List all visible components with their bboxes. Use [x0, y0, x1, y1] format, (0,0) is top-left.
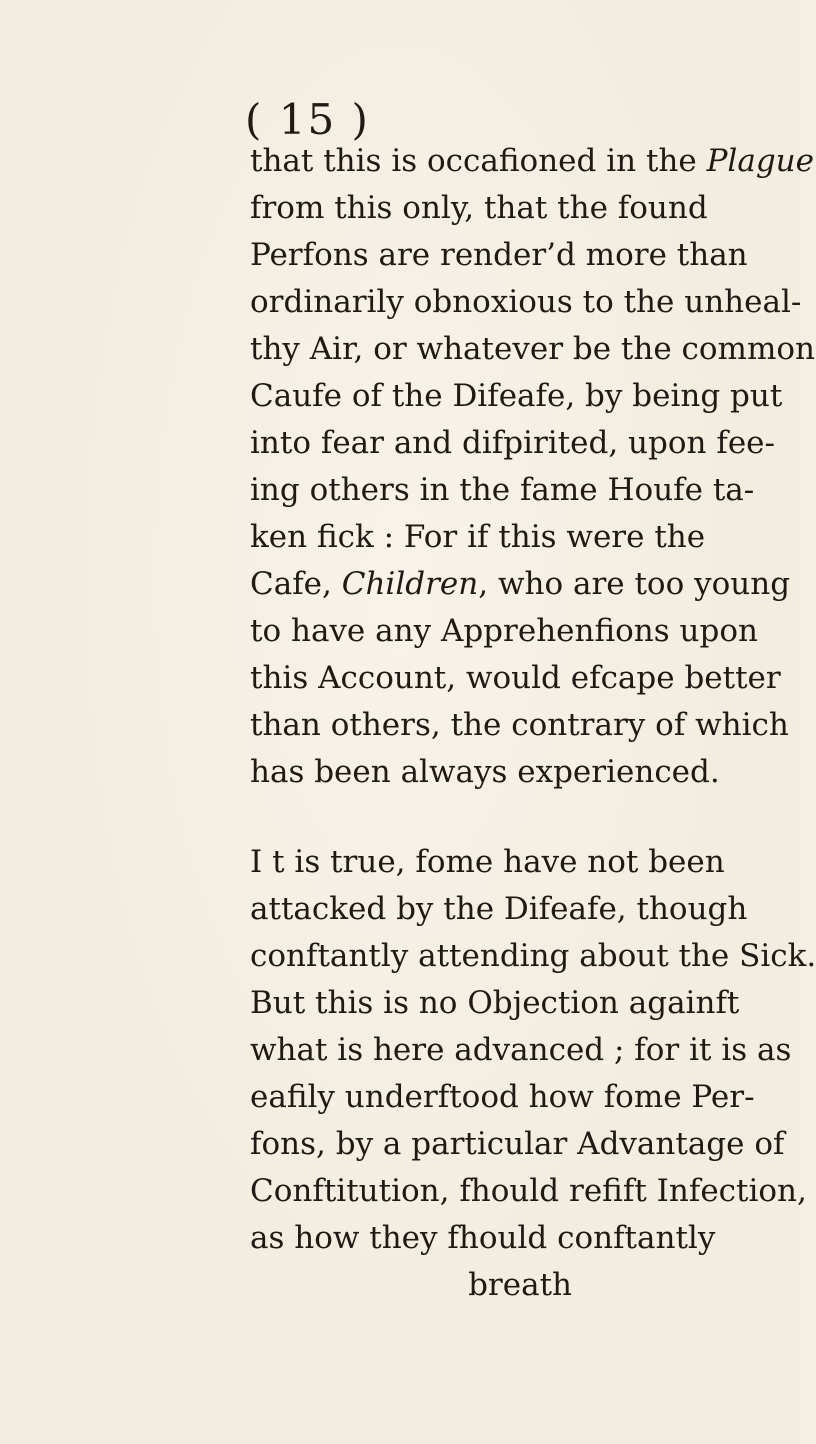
text-run: ken fick : For if this were the: [250, 519, 706, 555]
text-run: what is here advanced ; for it is as: [250, 1032, 792, 1068]
text-line: [250, 1215, 716, 1262]
text-line: [250, 185, 708, 232]
text-line: [250, 1074, 755, 1121]
text-run: that this is occafioned in the: [250, 143, 707, 179]
text-line: [250, 839, 725, 886]
text-run: fons, by a particular Advantage of: [250, 1126, 785, 1162]
text-run: ordinarily obnoxious to the unheal-: [250, 284, 802, 320]
text-run: from this only, that the found: [250, 190, 708, 226]
text-line: [250, 326, 815, 373]
text-line: [250, 232, 748, 279]
text-run: has been always experienced.: [250, 754, 720, 790]
page-number: ( 15 ): [245, 95, 370, 144]
text-line: [250, 279, 802, 326]
text-line: [250, 702, 789, 749]
text-run: Perfons are render’d more than: [250, 237, 748, 273]
text-line: [250, 608, 758, 655]
catchword: breath: [468, 1267, 572, 1303]
text-line: [250, 655, 781, 702]
body-text: [250, 138, 816, 1309]
text-line: [250, 886, 748, 933]
text-run: into fear and difpirited, upon fee-: [250, 425, 775, 461]
text-line: [250, 138, 814, 185]
text-run: Children: [341, 566, 479, 602]
text-run: this Account, would efcape better: [250, 660, 781, 696]
text-line: [250, 514, 706, 561]
text-run: thy Air, or whatever be the common: [250, 331, 815, 367]
text-run: Plague: [706, 143, 814, 179]
text-run: attacked by the Difeafe, though: [250, 891, 748, 927]
text-run: as how they fhould conftantly: [250, 1220, 716, 1256]
text-run: ing others in the fame Houfe ta-: [250, 472, 755, 508]
text-line: [250, 1027, 792, 1074]
text-run: Caufe of the Difeafe, by being put: [250, 378, 783, 414]
text-line: [250, 561, 791, 608]
text-run: eafily underftood how fome Per-: [250, 1079, 755, 1115]
text-line: [250, 980, 740, 1027]
text-line: [250, 373, 783, 420]
text-line: [250, 467, 755, 514]
text-run: Cafe,: [250, 566, 342, 602]
text-line: [250, 933, 816, 980]
text-line: [250, 420, 775, 467]
text-line: [250, 749, 720, 796]
text-run: Conftitution, fhould refift Infection,: [250, 1173, 807, 1209]
paragraph-gap: [250, 796, 572, 839]
text-line: [250, 1168, 807, 1215]
text-run: But this is no Objection againft: [250, 985, 740, 1021]
text-run: to have any Apprehenfions upon: [250, 613, 758, 649]
text-run: conftantly attending about the Sick.: [250, 938, 816, 974]
text-line: [250, 1121, 785, 1168]
text-run: , who are too young: [478, 566, 791, 602]
text-run: I t is true, fome have not been: [250, 844, 725, 880]
text-run: than others, the contrary of which: [250, 707, 789, 743]
